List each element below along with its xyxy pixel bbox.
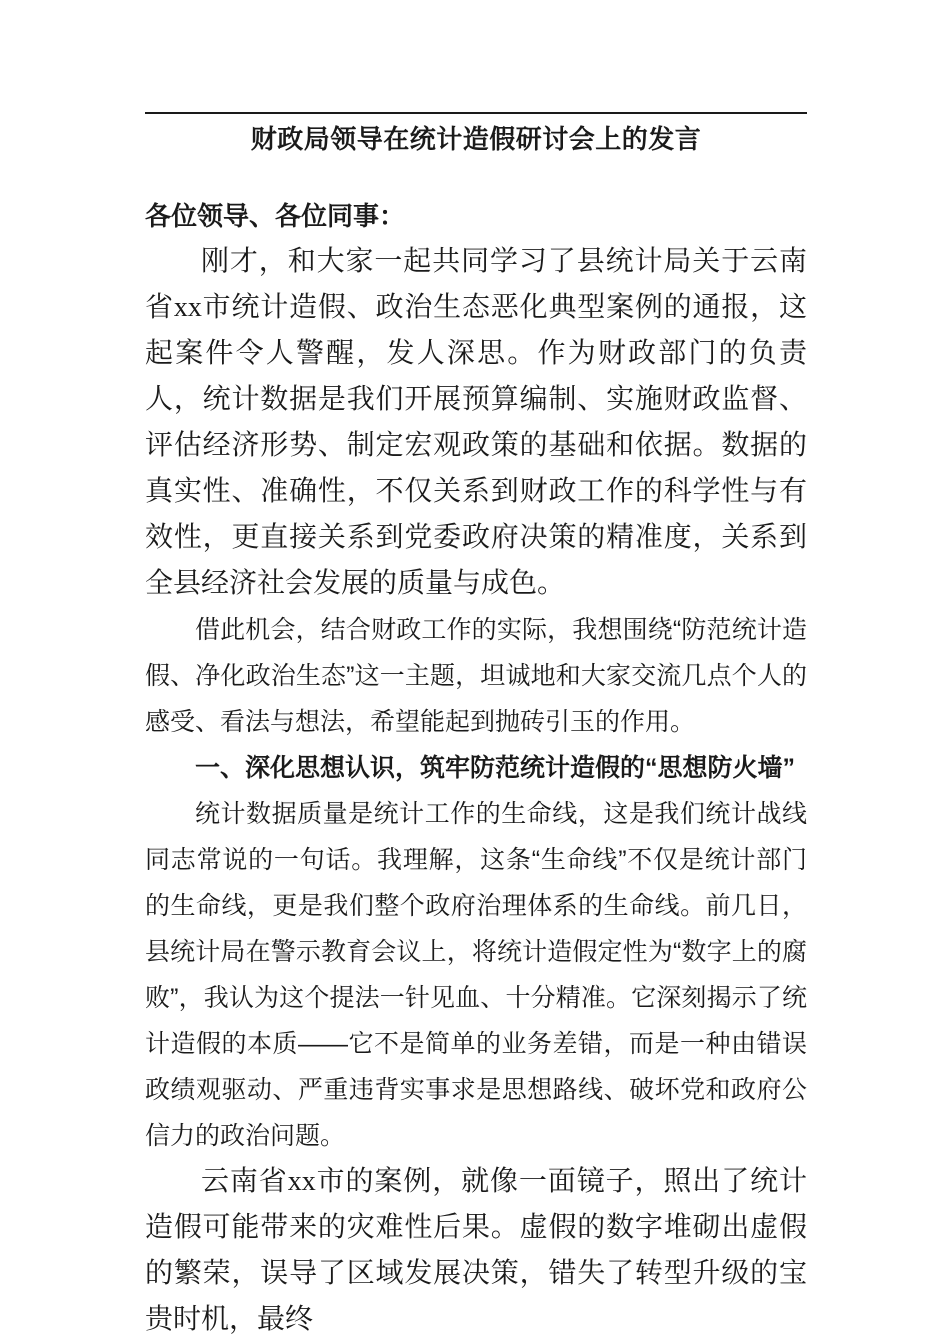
paragraph-topic: 借此机会，结合财政工作的实际，我想围绕“防范统计造假、净化政治生态”这一主题，坦诚地和大家交流几点个人的感受、看法与想法，希望能起到抛砖引玉的作用。	[145, 616, 807, 736]
paragraph-lifeline: 统计数据质量是统计工作的生命线，这是我们统计战线同志常说的一句话。我理解，这条“生命线”不仅是统计部门的生命线，更是我们整个政府治理体系的生命线。前几日，县统计局在警示教育会议上，将统计造假定性为“数字上的腐败”，我认为这个提法一针见血、十分精准。它深刻揭示了统计造假的本质——它不是简单的业务差错，而是一种由错误政绩观驱动、严重违背实事求是思想路线、破坏党和政府公信力的政治问题。	[145, 800, 807, 1150]
header-rule	[145, 112, 807, 157]
paragraph-intro: 刚才，和大家一起共同学习了县统计局关于云南省xx市统计造假、政治生态恶化典型案例的通报，这起案件令人警醒，发人深思。作为财政部门的负责人，统计数据是我们开展预算编制、实施财政监督、评估经济形势、制定宏观政策的基础和依据。数据的真实性、准确性，不仅关系到财政工作的科学性与有效性，更直接关系到党委政府决策的精准度，关系到全县经济社会发展的质量与成色。	[145, 246, 807, 599]
salutation: 各位领导、各位同事：	[145, 201, 406, 231]
section-heading-1: 一、深化思想认识，筑牢防范统计造假的“思想防火墙”	[195, 754, 796, 782]
document-title: 财政局领导在统计造假研讨会上的发言	[250, 124, 702, 154]
paragraph-case-mirror: 云南省xx市的案例，就像一面镜子，照出了统计造假可能带来的灾难性后果。虚假的数字堆砌出虚假的繁荣，误导了区域发展决策，错失了转型升级的宝贵时机，最终	[145, 1166, 807, 1335]
document-content	[0, 112, 950, 1343]
